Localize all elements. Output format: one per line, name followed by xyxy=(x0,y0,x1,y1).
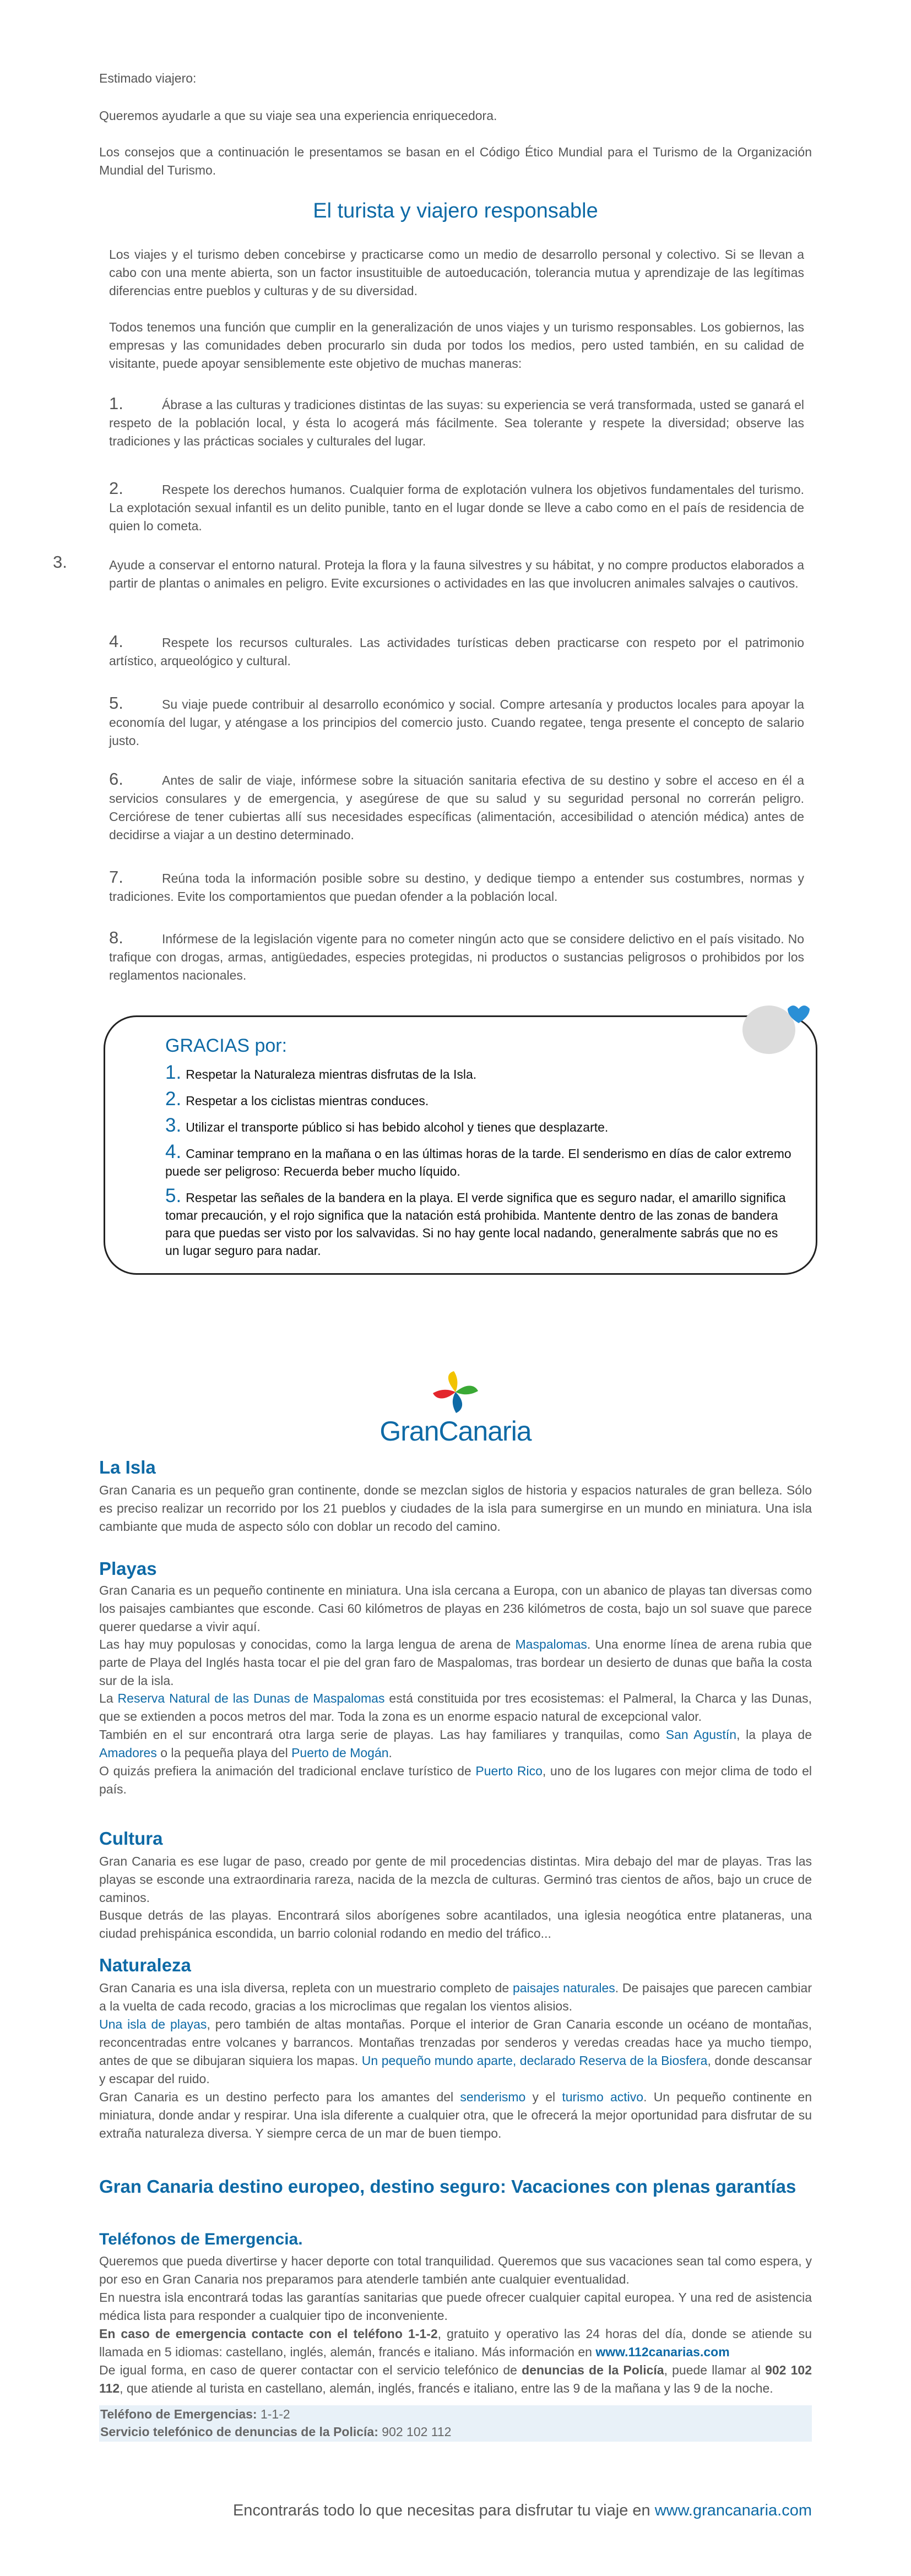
emergencia-paragraph-4: De igual forma, en caso de querer contactar con el servicio telefónico de denuncias de la Policía, puede llamar al 902 102 112, que atiende al turista en castellano, alemán, inglés, francés e italiano, entre las 9 de la mañana y las 9 de la noche. xyxy=(99,2363,812,2395)
grancanaria-logo-icon xyxy=(430,1370,481,1414)
puerto-rico-link[interactable]: Puerto Rico xyxy=(475,1764,543,1778)
emergencia-paragraph-3: En caso de emergencia contacte con el teléfono 1-1-2, gratuito y operativo las 24 horas del día, donde se atiende su llamada en 5 idiomas: castellano, inglés, alemán, francés e italiano. Más información en www.112canarias.com xyxy=(99,2327,812,2359)
reserva-biosfera-link[interactable]: Un pequeño mundo aparte, declarado Reserva de la Biosfera xyxy=(361,2053,708,2068)
advice-number: 4. xyxy=(109,632,123,651)
naturaleza-paragraph-1: Gran Canaria es una isla diversa, repleta con un muestrario completo de paisajes naturales. De paisajes que parecen cambiar a la vuelta de cada recodo, gracias a los microclimas que regalan los vientos alisios. xyxy=(99,1981,812,2013)
responsible-title: El turista y viajero responsable xyxy=(313,199,598,222)
responsible-paragraph-2: Todos tenemos una función que cumplir en la generalización de unos viajes y un turismo responsables. Los gobiernos, las empresas y las comunidades deben procurarlo sin duda por todos los medios, pero usted también, en su calidad de visitante, puede apoyar sensiblemente este objetivo de muchas maneras: xyxy=(109,320,804,371)
playas-paragraph-2: Las hay muy populosas y conocidas, como la larga lengua de arena de Maspalomas. Una enorme línea de arena rubia que parte de Playa del Inglés hasta tocar el pie del gran faro de Maspalomas, tras bordear un desierto de dunas que baña la costa sur de la isla. xyxy=(99,1637,812,1688)
naturaleza-paragraph-3: Gran Canaria es un destino perfecto para los amantes del senderismo y el turismo activo. Un pequeño continente en miniatura, donde andar y respirar. Una isla diferente a cualquier otra, que le ofrecerá la mejor oportunidad para disfrutar de su extraña naturaleza diversa. Y siempre cerca de un mar de buen tiempo. xyxy=(99,2090,812,2140)
senderismo-link[interactable]: senderismo xyxy=(460,2090,526,2104)
thanks-title: GRACIAS por: xyxy=(165,1035,288,1056)
advice-number: 7. xyxy=(109,867,123,887)
advice-item-1 xyxy=(109,394,804,450)
thanks-item-4: 4. Caminar temprano en la mañana o en las últimas horas de la tarde. El senderismo en días de calor extremo puede ser peligroso: Recuerda beber mucho líquido. xyxy=(165,1141,791,1178)
advice-text: Infórmese de la legislación vigente para no cometer ningún acto que se considere delictivo en el país visitado. No trafique con drogas, armas, antigüedades, especies protegidas, ni productos o sustancias peligrosos o prohibidos por los reglamentos nacionales. xyxy=(109,932,804,982)
san-agustin-link[interactable]: San Agustín xyxy=(665,1727,737,1742)
thanks-item-5: 5. Respetar las señales de la bandera en la playa. El verde significa que es seguro nadar, el amarillo significa tomar precaución, y el rojo significa que la natación está prohibida. Mantente dentro de las zonas de bandera para que puedas ser visto por los salvavidas. Si no hay gente local nadando, generalmente sabrás que no es un lugar seguro para nadar. xyxy=(165,1185,786,1258)
emergencia-paragraph-1: Queremos que pueda divertirse y hacer deporte con total tranquilidad. Queremos que sus vacaciones sean tal como espera, y por eso en Gran Canaria nos preparamos para atenderle también ante cualquier eventualidad. xyxy=(99,2254,812,2286)
paisajes-naturales-link[interactable]: paisajes naturales xyxy=(512,1981,615,1995)
grancanaria-website-link[interactable]: www.grancanaria.com xyxy=(654,2502,812,2519)
naturaleza-title: Naturaleza xyxy=(99,1955,191,1975)
advice-text: Su viaje puede contribuir al desarrollo económico y social. Compre artesanía y productos locales para apoyar la economía del lugar, y aténgase a los principios del comercio justo. Cuando regatee, tenga presente el concepto de salario justo. xyxy=(109,697,804,748)
maspalomas-link[interactable]: Maspalomas xyxy=(515,1637,587,1651)
cultura-paragraph-2: Busque detrás de las playas. Encontrará silos aborígenes sobre acantilados, una iglesia neogótica entre plataneras, una ciudad prehispánica escondida, un barrio colonial rodando en medio del tráfico... xyxy=(99,1908,812,1941)
footer: Encontrarás todo lo que necesitas para disfrutar tu viaje en www.grancanaria.com xyxy=(232,2502,812,2519)
advice-text: Ábrase a las culturas y tradiciones distintas de las suyas: su experiencia se verá transformada, usted se ganará el respeto de la población local, y ésta lo acogerá más fácilmente. Sea tolerante y respete la diversidad; observe las tradiciones y las prácticas sociales y culturales del lugar. xyxy=(109,398,804,448)
advice-number: 5. xyxy=(109,693,123,713)
advice-item-6 xyxy=(109,770,804,844)
police-phone-line: Servicio telefónico de denuncias de la Policía: 902 102 112 xyxy=(100,2425,452,2439)
advice-number: 8. xyxy=(109,928,123,947)
advice-text: Respete los recursos culturales. Las actividades turísticas deben practicarse con respeto por el patrimonio artístico, arqueológico y cultural. xyxy=(109,635,804,668)
puerto-mogan-link[interactable]: Puerto de Mogán xyxy=(291,1746,389,1760)
isla-text: Gran Canaria es un pequeño gran continente, donde se mezclan siglos de historia y espacios naturales de gran belleza. Sólo es preciso realizar un recorrido por los 21 pueblos y ciudades de la isla para sumergirse en un mundo en miniatura. Una isla cambiante que muda de aspecto sólo con doblar un recodo del camino. xyxy=(99,1483,812,1534)
reserva-dunas-link[interactable]: Reserva Natural de las Dunas de Maspalomas xyxy=(117,1691,385,1705)
amadores-link[interactable]: Amadores xyxy=(99,1746,157,1760)
playas-title: Playas xyxy=(99,1558,157,1579)
playas-paragraph-3: La Reserva Natural de las Dunas de Maspalomas está constituida por tres ecosistemas: el Palmeral, la Charca y las Dunas, que se extienden a pocos metros del mar. Toda la zona es un enorme espacio natural de excepcional valor. xyxy=(99,1691,812,1724)
emergencia-title: Teléfonos de Emergencia. xyxy=(99,2230,303,2248)
advice-item-4 xyxy=(109,632,804,670)
destino-title: Gran Canaria destino europeo, destino seguro: Vacaciones con plenas garantías xyxy=(99,2176,796,2197)
playas-paragraph-1: Gran Canaria es un pequeño continente en miniatura. Una isla cercana a Europa, con un abanico de playas tan diversas como los paisajes cambiantes que esconde. Casi 60 kilómetros de playas en 236 kilómetros de costa, bajo un sol suave que parece querer quedarse a vivir aquí. xyxy=(99,1583,812,1634)
emergencia-paragraph-2: En nuestra isla encontrará todas las garantías sanitarias que puede ofrecer cualquier capital europea. Y una red de asistencia médica lista para responder a cualquier tipo de inconveniente. xyxy=(99,2290,812,2323)
greeting: Estimado viajero: xyxy=(99,71,197,85)
advice-item-5 xyxy=(109,694,804,750)
responsible-paragraph-1: Los viajes y el turismo deben concebirse y practicarse como un medio de desarrollo personal y colectivo. Si se llevan a cabo con una mente abierta, son un factor insustituible de autoeducación, tolerancia mutua y aprendizaje de las legítimas diferencias entre pueblos y culturas y de su diversidad. xyxy=(109,247,804,298)
emergency-phone-line: Teléfono de Emergencias: 1-1-2 xyxy=(100,2407,290,2421)
advice-item-2 xyxy=(109,479,804,535)
advice-item-7 xyxy=(109,868,804,906)
thanks-item-1: 1. Respetar la Naturaleza mientras disfrutas de la Isla. xyxy=(165,1062,477,1083)
thanks-item-3: 3. Utilizar el transporte público si has bebido alcohol y tienes que desplazarte. xyxy=(165,1115,609,1136)
playas-paragraph-5: O quizás prefiera la animación del tradicional enclave turístico de Puerto Rico, uno de los lugares con mejor clima de todo el país. xyxy=(99,1764,812,1796)
advice-text: Antes de salir de viaje, infórmese sobre la situación sanitaria efectiva de su destino y sobre el acceso en él a servicios consulares y de emergencia, y asegúrese de que su salud y su seguridad personal no correrán peligro. Cerciórese de tener cubiertas allí sus necesidades específicas (alimentación, accesibilidad o atención médica) antes de decidirse a viajar a un destino determinado. xyxy=(109,773,804,842)
playas-paragraph-4: También en el sur encontrará otra larga serie de playas. Las hay familiares y tranquilas, como San Agustín, la playa de Amadores o la pequeña playa del Puerto de Mogán. xyxy=(99,1727,812,1760)
advice-item-3: Ayude a conservar el entorno natural. Proteja la flora y la fauna silvestres y su hábitat, y no compre productos elaborados a partir de plantas o animales en peligro. Evite excursiones o actividades en las que involucren animales salvajes o cautivos. xyxy=(109,558,804,590)
turismo-activo-link[interactable]: turismo activo xyxy=(562,2090,644,2104)
advice-number: 2. xyxy=(109,479,123,498)
cultura-paragraph-1: Gran Canaria es ese lugar de paso, creado por gente de mil procedencias distintas. Mira debajo del mar de playas. Tras las playas se esconde una extraordinaria rareza, nacida de la mezcla de culturas. Germinó tras cientos de años, bajo un cruce de caminos. xyxy=(99,1854,812,1905)
intro-paragraph-1: Queremos ayudarle a que su viaje sea una experiencia enriquecedora. xyxy=(99,108,497,123)
advice-number: 6. xyxy=(109,769,123,789)
intro-paragraph-2: Los consejos que a continuación le presentamos se basan en el Código Ético Mundial para el Turismo de la Organización Mundial del Turismo. xyxy=(99,145,812,177)
isla-title: La Isla xyxy=(99,1457,156,1477)
advice-text: Respete los derechos humanos. Cualquier forma de explotación vulnera los objetivos fundamentales del turismo. La explotación sexual infantil es un delito punible, tanto en el lugar donde se lleve a cabo como en el país de residencia de quien lo cometa. xyxy=(109,482,804,533)
naturaleza-paragraph-2: Una isla de playas, pero también de altas montañas. Porque el interior de Gran Canaria esconde un océano de montañas, reconcentradas entre volcanes y barrancos. Montañas trenzadas por senderos y veredas creadas hace ya mucho tiempo, antes de que se dibujaran siquiera los mapas. Un pequeño mundo aparte, declarado Reserva de la Biosfera, donde descansar y escapar del ruido. xyxy=(99,2017,812,2086)
speech-bubble-icon xyxy=(738,998,810,1058)
advice-item-8 xyxy=(109,928,804,985)
112canarias-link[interactable]: www.112canarias.com xyxy=(595,2345,730,2359)
thanks-item-2: 2. Respetar a los ciclistas mientras conduces. xyxy=(165,1088,429,1110)
advice-number-3: 3. xyxy=(53,552,67,572)
advice-number: 1. xyxy=(109,394,123,413)
cultura-title: Cultura xyxy=(99,1828,163,1849)
grancanaria-logo-text: GranCanaria xyxy=(379,1416,532,1447)
advice-text: Reúna toda la información posible sobre su destino, y dedique tiempo a entender sus costumbres, normas y tradiciones. Evite los comportamientos que puedan ofender a la población local. xyxy=(109,871,804,904)
isla-playas-link[interactable]: Una isla de playas xyxy=(99,2017,207,2031)
